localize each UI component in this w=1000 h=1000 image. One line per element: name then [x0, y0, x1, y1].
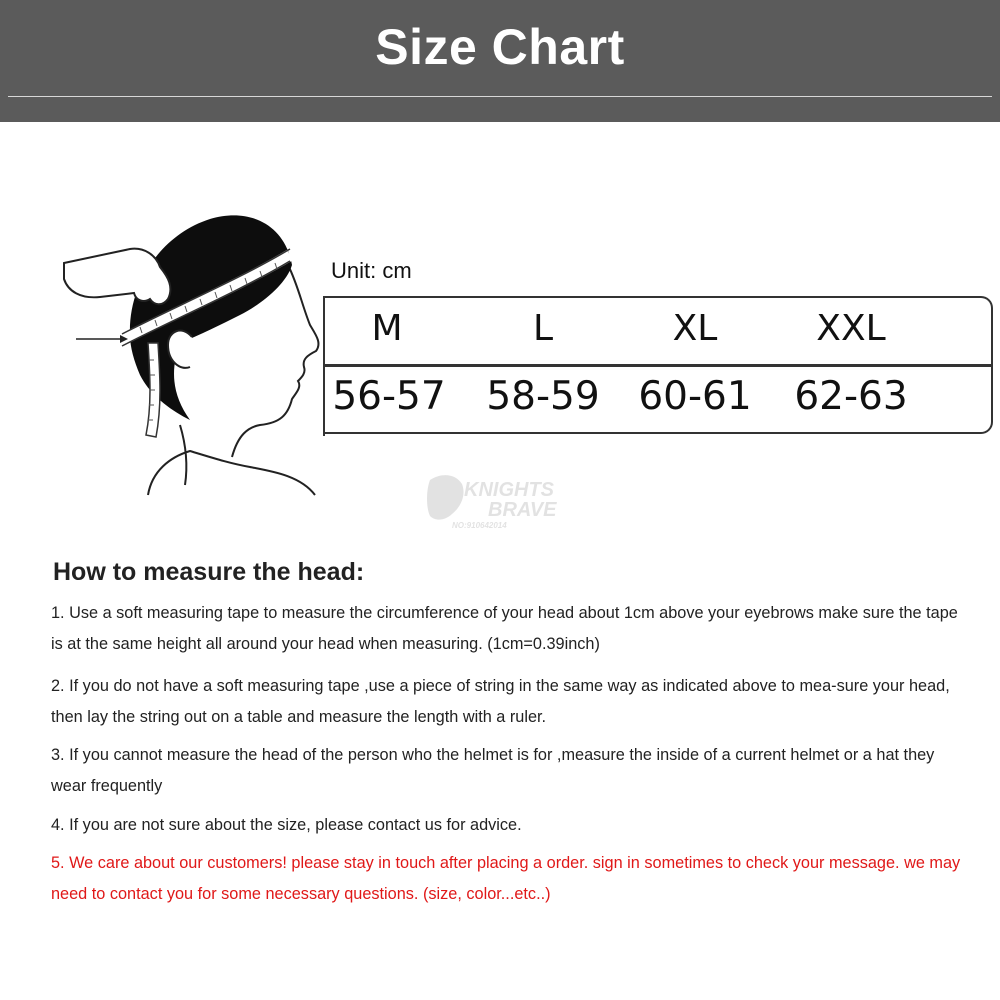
header-banner — [0, 0, 1000, 122]
knight-helmet-icon — [427, 475, 464, 520]
customer-care-note: 5. We care about our customers! please stay in touch after placing a order. sign in sometimes to check your message. we may need to contact you for some necessary questions. (size, color...etc..) — [51, 854, 961, 903]
size-cell-l: L — [532, 308, 554, 349]
watermark-line2: BRAVE — [488, 499, 557, 521]
howto-title: How to measure the head: — [53, 558, 365, 586]
page-title: Size Chart — [375, 19, 625, 75]
range-cell-xl: 60-61 — [638, 374, 752, 419]
instruction-item-1: 1. Use a soft measuring tape to measure the circumference of your head about 1cm above your eyebrows make sure the tape is at the same height all around your head when measuring. (1cm=0.39inch) — [51, 604, 958, 653]
head-measurement-illustration — [60, 195, 325, 500]
brand-watermark — [422, 470, 582, 532]
hand — [64, 249, 170, 305]
size-cell-xl: XL — [672, 308, 718, 349]
unit-label: Unit: cm — [331, 258, 412, 283]
watermark-line1: KNIGHTS — [464, 479, 554, 501]
instruction-item-2: 2. If you do not have a soft measuring tape ,use a piece of string in the same way as indicated above to mea-sure your head, then lay the string out on a table and measure the length with a ruler. — [51, 677, 950, 726]
shirt-collar — [148, 451, 315, 495]
watermark-line3: NO:910642014 — [452, 521, 507, 530]
header-divider — [8, 96, 992, 97]
table-row-divider — [323, 364, 991, 367]
range-cell-l: 58-59 — [486, 374, 600, 419]
size-cell-xxl: XXL — [816, 308, 886, 349]
range-cell-m: 56-57 — [332, 374, 446, 419]
size-cell-m: M — [371, 308, 403, 349]
range-cell-xxl: 62-63 — [794, 374, 908, 419]
size-table — [323, 296, 993, 434]
instruction-item-4: 4. If you are not sure about the size, please contact us for advice. — [51, 816, 522, 834]
instruction-item-3: 3. If you cannot measure the head of the person who the helmet is for ,measure the inside of a current helmet or a hat they wear frequently — [51, 746, 935, 795]
